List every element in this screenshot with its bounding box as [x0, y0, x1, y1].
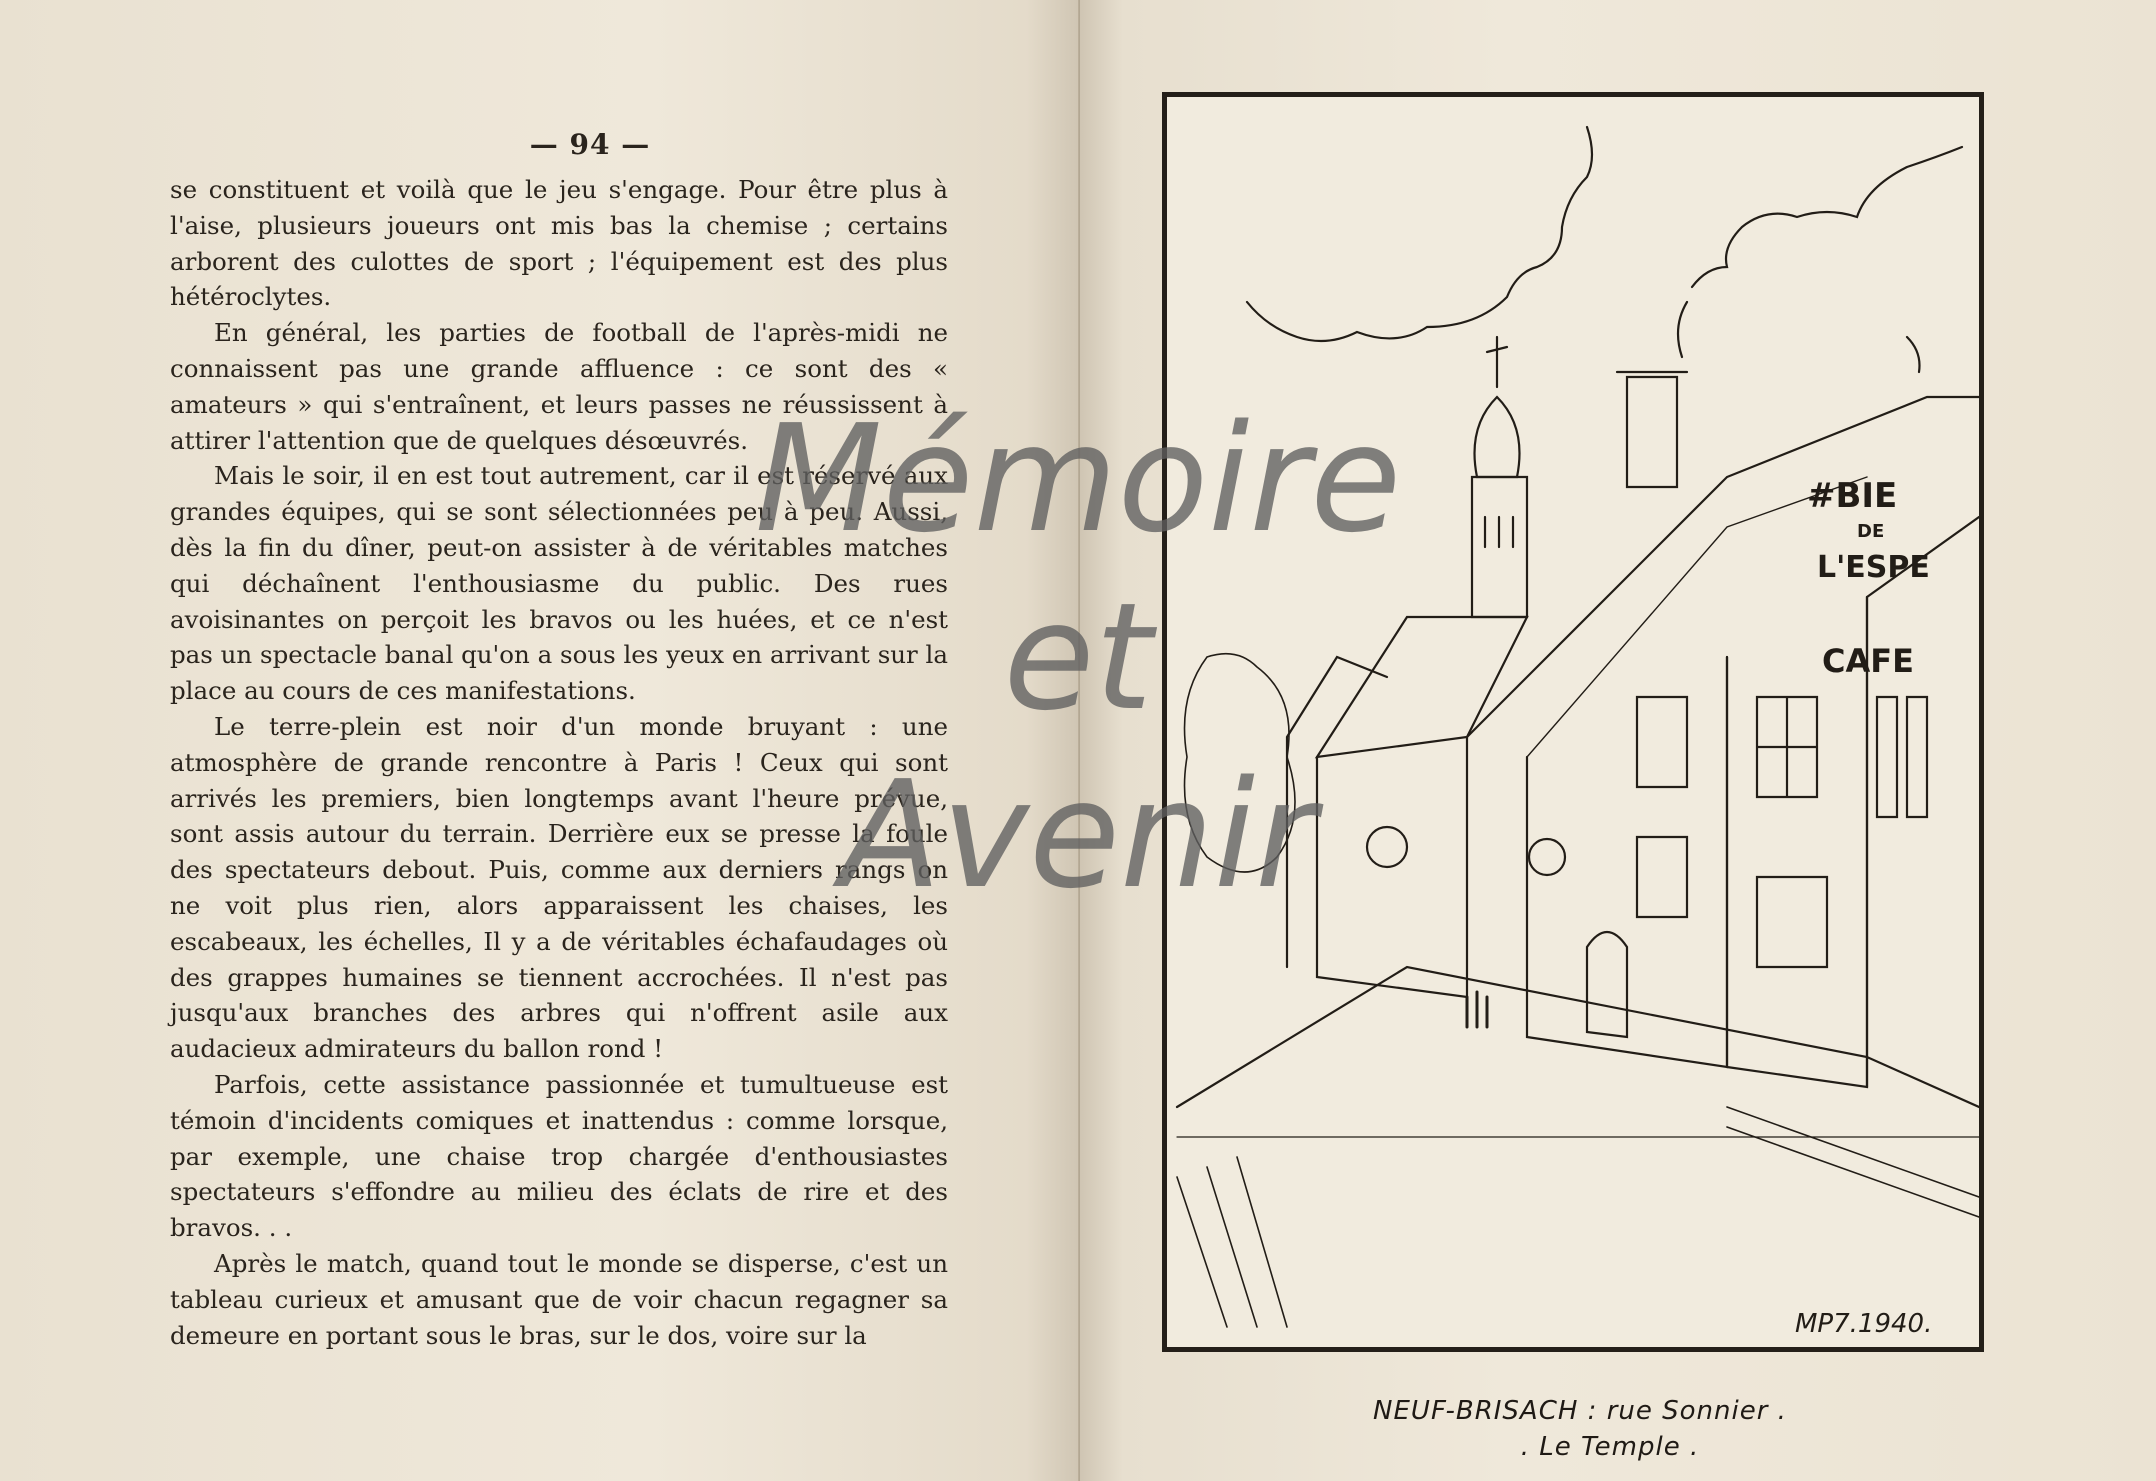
- paragraph-1: se constituent et voilà que le jeu s'engage. Pour être plus à l'aise, plusieurs joueurs ont mis bas la chemise ; certains arborent des culottes de sport ; l'équipement est des plus hétéroclytes.: [170, 175, 948, 312]
- street-illustration: [1162, 92, 1984, 1352]
- sign-espe: L'ESPE: [1817, 550, 1930, 585]
- tower-dome: [1475, 397, 1520, 477]
- cafe-building: [1867, 517, 1979, 1087]
- paragraph-3: Mais le soir, il en est tout autrement, car il est réservé aux grandes équipes, qui se sont sélectionnées peu à peu. Aussi, dès la fin du dîner, peut-on assister à de véritables matches qui déchaînent l'enthousiasme du public. Des rues avoisinantes on perçoit les bravos ou les huées, et ce n'est pas un spectacle banal qu'on a sous les yeux en arrivant sur la place au cours de ces manifestations.: [170, 461, 948, 706]
- sign-de: DE: [1857, 521, 1885, 542]
- page-number: — 94 —: [529, 128, 651, 161]
- left-houses: [1287, 657, 1387, 967]
- shop-window: [1757, 877, 1827, 967]
- illustration-caption: [1300, 1393, 1860, 1465]
- body-text: [170, 172, 948, 1353]
- illustration-signature: MP7.1940.: [1795, 1309, 1933, 1339]
- figures: [1467, 992, 1487, 1027]
- cloud-left: [1247, 127, 1592, 341]
- paragraph-5: Parfois, cette assistance passionnée et tumultueuse est témoin d'incidents comiques et inattendus : comme lorsque, par exemple, une chaise trop chargée d'enthousiastes spectateurs s'effondre au milieu des éclats de rire et des bravos. . .: [170, 1069, 948, 1243]
- paragraph-2: En général, les parties de football de l'après-midi ne connaissent pas une grande affluence : ce sont des « amateurs » qui s'entraînent, et leurs passes ne réussissent à attirer l'attention que de quelques désœuvrés.: [170, 318, 948, 455]
- windows-2: [1757, 697, 1817, 797]
- weathervane: [1487, 337, 1507, 387]
- curb-right: [1727, 1107, 1979, 1217]
- curb-left: [1177, 1157, 1287, 1327]
- tree: [1185, 654, 1296, 872]
- caption-line-2: . Le Temple .: [1520, 1432, 1700, 1462]
- paragraph-4: Le terre-plein est noir d'un monde bruyant : une atmosphère de grande rencontre à Paris ! Ceux qui sont arrivés les premiers, bien longtemps avant l'heure prévue, sont assis autour du terrain. Derrière eux se presse la foule des spectateurs debout. Puis, comme aux derniers rangs on ne voit plus rien, alors apparaissent les chaises, les escabeaux, les échelles, Il y a de véritables échafaudages où des grappes humaines se tiennent accrochées. Il n'est pas jusqu'aux branches des arbres qui n'offrent asile aux audacieux admirateurs du ballon rond !: [170, 711, 948, 1064]
- cloud-right: [1692, 147, 1962, 287]
- cloud-fragments: [1678, 302, 1920, 372]
- cafe-windows: [1877, 697, 1927, 817]
- watermark-line-3: Avenir: [840, 749, 1316, 921]
- sign-cafe: CAFE: [1822, 642, 1914, 680]
- windows-1: [1637, 697, 1687, 917]
- rose-window: [1367, 827, 1407, 867]
- sign-bie: #BIE: [1807, 476, 1898, 516]
- watermark-line-1: Mémoire: [754, 393, 1402, 565]
- paragraph-6: Après le match, quand tout le monde se disperse, c'est un tableau curieux et amusant que de voir chacun regagner sa demeure en portant sous le bras, sur le dos, voire sur la: [170, 1248, 948, 1350]
- chimney: [1617, 372, 1687, 487]
- archway: [1587, 932, 1627, 1037]
- rose-window-2: [1529, 839, 1565, 875]
- street-drawing-svg: [1167, 97, 1979, 1347]
- caption-line-1: NEUF-BRISACH : rue Sonnier .: [1373, 1396, 1787, 1426]
- watermark-line-2: et: [1003, 571, 1153, 743]
- tower-windows: [1485, 517, 1513, 547]
- church-roof: [1317, 617, 1527, 757]
